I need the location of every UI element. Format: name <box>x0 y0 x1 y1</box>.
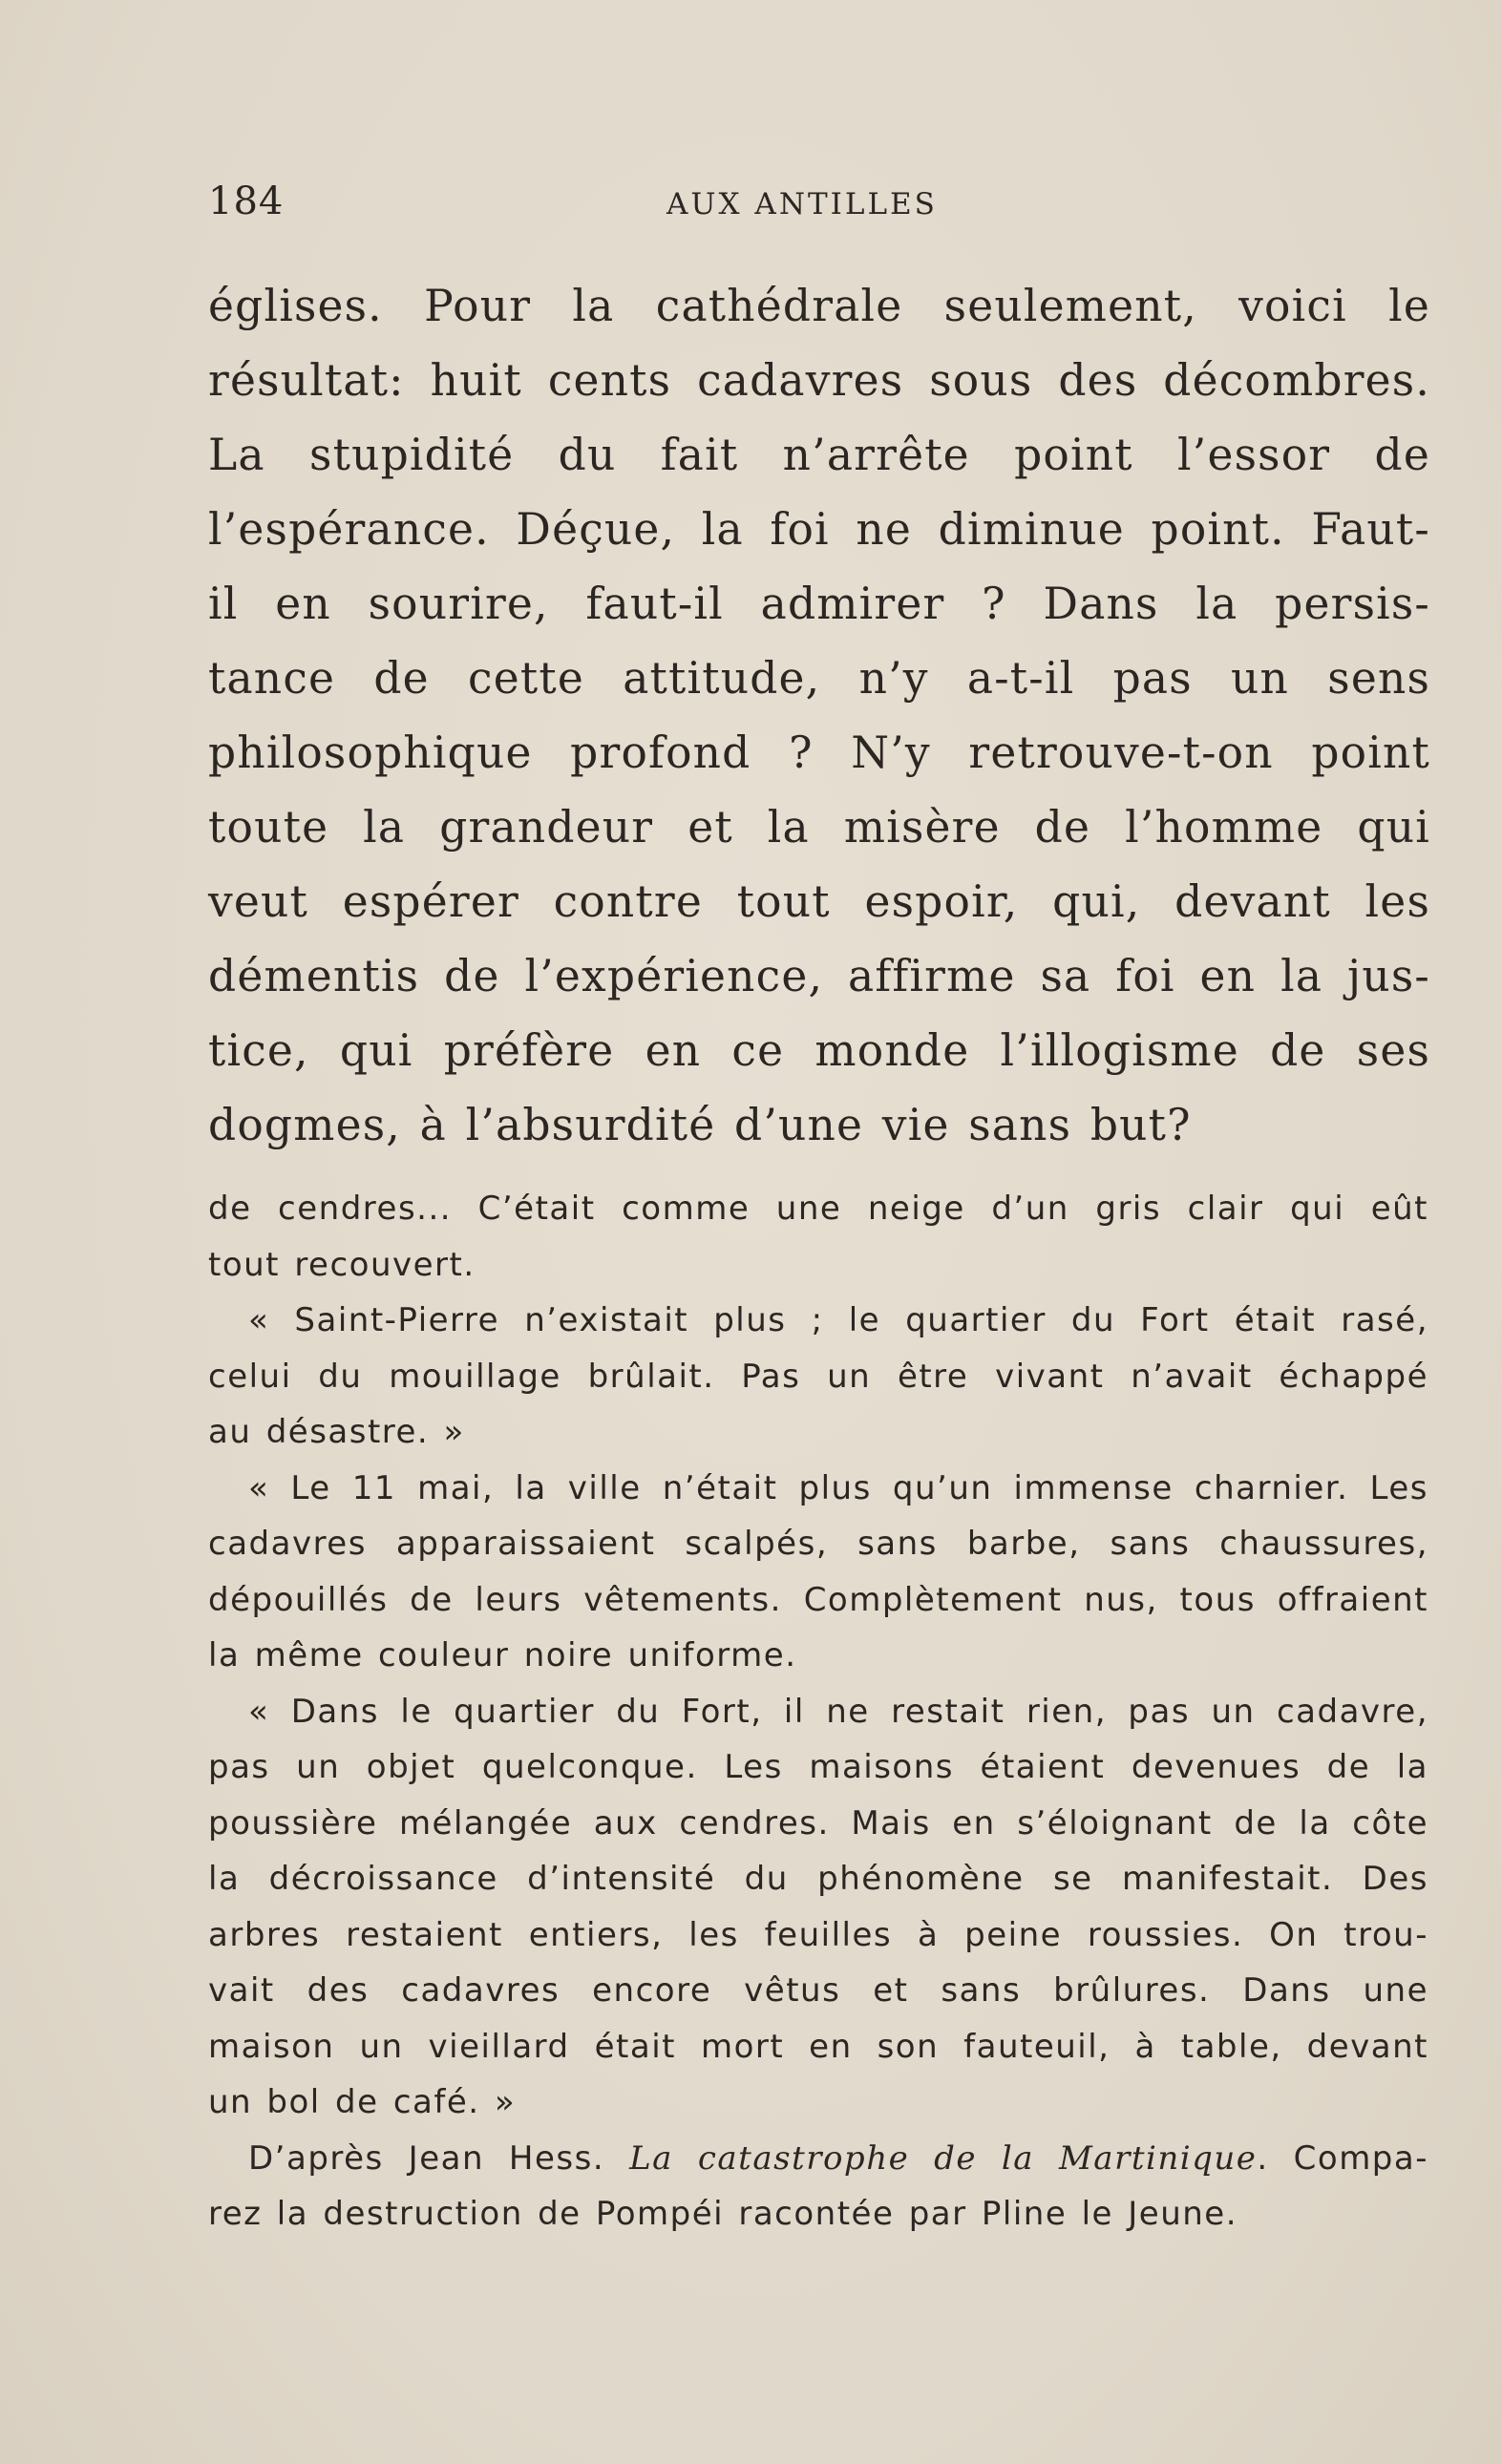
citation-title: La catastrophe de la Martinique <box>629 2138 1258 2178</box>
main-line: veut espérer contre tout espoir, qui, devant les <box>208 876 1430 927</box>
footnote-line: la même couleur noire uniforme. <box>208 1636 797 1674</box>
footnote-line: « Saint-Pierre n’existait plus ; le quartier du Fort était rasé, <box>248 1301 1428 1339</box>
footnote-line: celui du mouillage brûlait. Pas un être vivant n’avait échappé <box>208 1357 1428 1396</box>
footnote-line: vait des cadavres encore vêtus et sans brûlures. Dans une <box>208 1971 1428 2010</box>
footnote-line: dépouillés de leurs vêtements. Complètement nus, tous offraient <box>208 1580 1428 1619</box>
main-line: toute la grandeur et la misère de l’homme qui <box>208 802 1430 853</box>
main-line: philosophique profond ? N’y retrouve-t-on point <box>208 727 1430 778</box>
main-line: tance de cette attitude, n’y a-t-il pas un sens <box>208 653 1430 704</box>
footnote-line: arbres restaient entiers, les feuilles à peine roussies. On trou- <box>208 1915 1428 1954</box>
main-line: églises. Pour la cathédrale seulement, voici le <box>208 281 1430 331</box>
page-number: 184 <box>208 179 285 223</box>
citation-suffix: . Compa- <box>1257 2138 1428 2178</box>
citation-prefix: D’après Jean Hess. <box>248 2138 630 2178</box>
citation-line: rez la destruction de Pompéi racontée par Pline le Jeune. <box>208 2195 1238 2233</box>
main-line: La stupidité du fait n’arrête point l’essor de <box>208 430 1430 480</box>
main-line: résultat: huit cents cadavres sous des décombres. <box>208 355 1430 406</box>
footnote-line: « Le 11 mai, la ville n’était plus qu’un immense charnier. Les <box>248 1468 1428 1507</box>
main-paragraph <box>208 269 1430 1163</box>
citation-line <box>208 2131 1428 2187</box>
main-line: tice, qui préfère en ce monde l’illogisme de ses <box>208 1025 1430 1076</box>
footnote-line: de cendres... C’était comme une neige d’un gris clair qui eût <box>208 1190 1428 1228</box>
footnote-line: pas un objet quelconque. Les maisons étaient devenues de la <box>208 1748 1428 1786</box>
footnote-line: tout recouvert. <box>208 1245 476 1284</box>
footnote-line: « Dans le quartier du Fort, il ne restait rien, pas un cadavre, <box>248 1692 1428 1731</box>
footnote-line: maison un vieillard était mort en son fauteuil, à table, devant <box>208 2027 1428 2066</box>
main-line: l’espérance. Déçue, la foi ne diminue point. Faut- <box>208 504 1430 555</box>
main-line: il en sourire, faut-il admirer ? Dans la persis- <box>208 579 1430 629</box>
footnote-line: cadavres apparaissaient scalpés, sans barbe, sans chaussures, <box>208 1525 1428 1563</box>
main-line: dogmes, à l’absurdité d’une vie sans but? <box>208 1100 1192 1150</box>
main-line: démentis de l’expérience, affirme sa foi en la jus- <box>208 951 1430 1001</box>
page-header <box>208 179 1430 227</box>
footnote <box>208 1181 1428 2243</box>
footnote-line: poussière mélangée aux cendres. Mais en s’éloignant de la côte <box>208 1803 1428 1843</box>
footnote-line: un bol de café. » <box>208 2083 517 2121</box>
running-head: AUX ANTILLES <box>666 187 938 221</box>
footnote-line: la décroissance d’intensité du phénomène se manifestait. Des <box>208 1860 1428 1898</box>
footnote-line: au désastre. » <box>208 1413 465 1451</box>
